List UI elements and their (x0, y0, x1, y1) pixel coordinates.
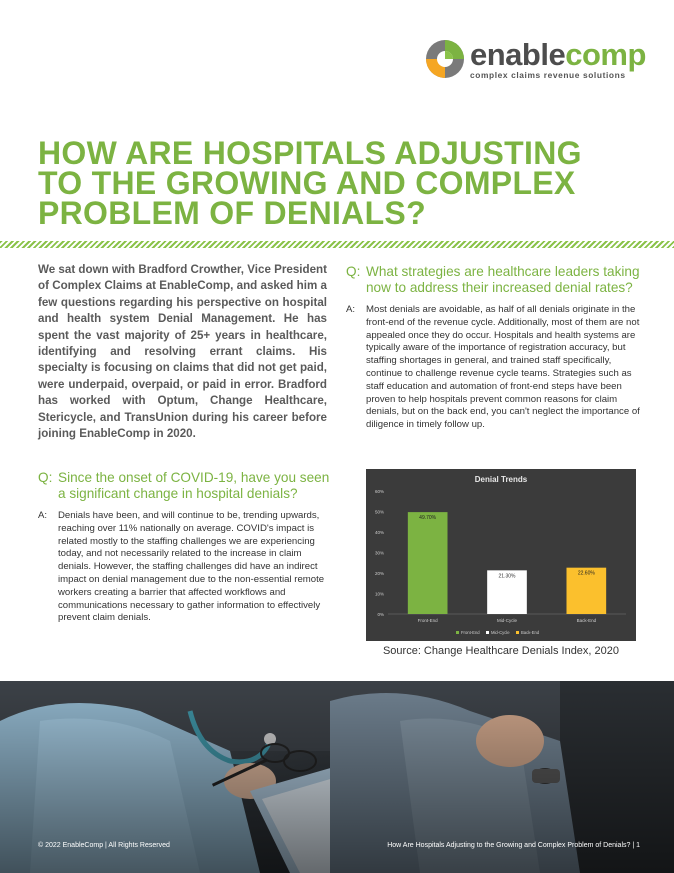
footer-copyright: © 2022 EnableComp | All Rights Reserved (38, 842, 170, 849)
y-tick-label: 60% (374, 489, 384, 494)
footer-running-title: How Are Hospitals Adjusting to the Growing and Complex Problem of Denials? | 1 (387, 842, 640, 849)
intro-paragraph: We sat down with Bradford Crowther, Vice President of Complex Claims at EnableComp, and asked him a few questions regarding his perspective on hospital and health system Denial Management. He has spent the vast majority of 25+ years in healthcare, identifying and resolving errant claims. His specialty is focusing on claims that did not get paid, were underpaid, overpaid, or paid in error. Bradford has worked with Optum, Change Healthcare, Stericycle, and TransUnion during his career before joining EnableComp in 2020. (38, 263, 327, 441)
hatched-divider (0, 241, 674, 248)
question-marker: Q: (38, 470, 53, 485)
logo-word-comp: comp (565, 37, 646, 72)
y-tick-label: 20% (374, 571, 384, 576)
legend-label: Back-End (521, 630, 540, 635)
chart-title: Denial Trends (474, 475, 528, 484)
answer-marker: A: (346, 304, 356, 315)
legend-label: Front-End (461, 630, 480, 635)
bar-value-label: 22.60% (577, 570, 595, 577)
legend-label: Mid-Cycle (491, 630, 510, 635)
x-tick-label: Mid-Cycle (496, 618, 518, 623)
page-title (38, 135, 638, 231)
chart-caption: Source: Change Healthcare Denials Index, 2020 (382, 645, 620, 657)
answer (346, 304, 640, 432)
legend-swatch (516, 631, 519, 634)
legend-swatch (456, 631, 459, 634)
x-tick-label: Back-End (576, 618, 597, 623)
y-tick-label: 0% (377, 612, 384, 617)
qa-covid-impact (38, 470, 332, 625)
answer-marker: A: (38, 510, 48, 521)
denial-trends-chart (366, 469, 636, 641)
logo-word-enable: enable (470, 37, 566, 72)
legend-swatch (486, 631, 489, 634)
question-marker: Q: (346, 264, 361, 279)
enablecomp-logo (424, 38, 644, 84)
question (346, 264, 640, 296)
doctor-patient-photo (0, 681, 674, 873)
answer-text: Denials have been, and will continue to be, trending upwards, reaching over 11% nationally on average. COVID's impact is related mostly to the staffing challenges we are experiencing today, and not necessarily related to the increase in claim denials. However, the staffing challenges did have an indirect impact on denial management due to the non-essential remote workers creating a barrier that affected workflows and communications necessary to gather information to effectively prevent claim denials. (58, 510, 325, 624)
x-tick-label: Front-End (417, 618, 438, 623)
question-text: Since the onset of COVID-19, have you seen a significant change in hospital denials? (58, 470, 330, 501)
question (38, 470, 332, 502)
y-tick-label: 10% (374, 591, 384, 597)
title-line-2: TO THE GROWING AND COMPLEX (38, 165, 576, 201)
question-text: What strategies are healthcare leaders taking now to address their increased denial rates? (366, 264, 640, 295)
y-tick-label: 50% (374, 509, 384, 515)
chart-svg (366, 469, 636, 641)
title-line-3: PROBLEM OF DENIALS? (38, 195, 426, 231)
bar-front-end (408, 512, 448, 614)
bar-value-label: 49.70% (419, 515, 437, 522)
answer-text: Most denials are avoidable, as half of all denials originate in the front-end of the revenue cycle. Additionally, most of them are not appealed once they do occur. Hospitals and health systems are typically aware of the importance of registration accuracy, but staffing shortages in general, and trained staff specifically, continue to challenge revenue cycle teams. Strategies such as staff education and automation of front-end steps have been proven to help hospitals prevent common reasons for claim denials, but on the back end, you can't neglect the importance of diligence in timely follow up. (366, 304, 640, 431)
logo-mark-icon (424, 38, 466, 80)
answer (38, 510, 332, 625)
title-line-1: HOW ARE HOSPITALS ADJUSTING (38, 135, 582, 171)
bar-value-label: 21.30% (498, 573, 516, 580)
qa-strategies (346, 264, 640, 432)
logo-wordmark (470, 38, 646, 72)
y-tick-label: 40% (374, 530, 384, 535)
y-tick-label: 30% (374, 550, 384, 556)
logo-tagline: complex claims revenue solutions (470, 70, 626, 80)
